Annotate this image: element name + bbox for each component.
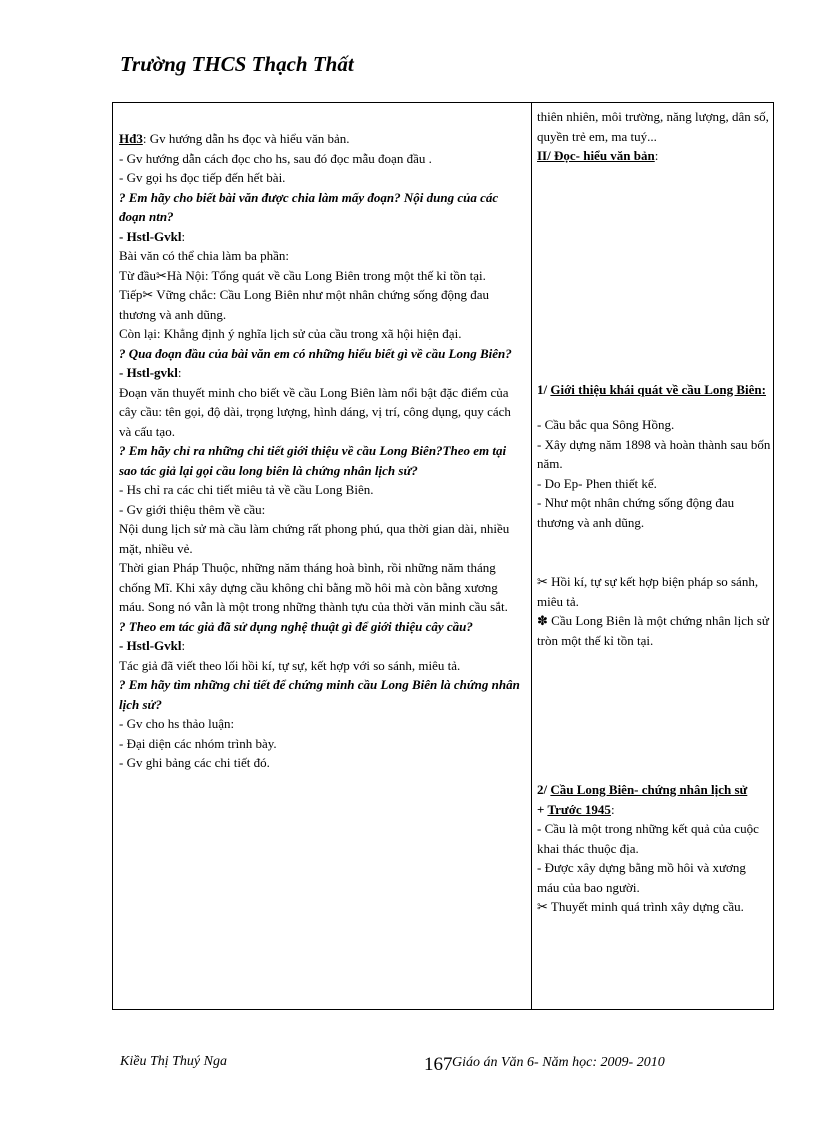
left-line: Bài văn có thể chia làm ba phần: xyxy=(119,248,290,263)
plus-sign: + xyxy=(537,801,548,817)
left-text: Từ đầu xyxy=(119,267,157,283)
before-1945-label: Trước 1945 xyxy=(547,801,611,817)
right-note: Cầu Long Biên là một chứng nhân lịch sử tròn một thế kỉ tồn tại. xyxy=(537,613,769,648)
left-line: - Gv cho hs thảo luận: xyxy=(119,716,235,731)
scissors-icon: ✂ xyxy=(537,899,548,914)
left-text: Hà Nội: Tổng quát về cầu Long Biên trong một thế kỉ tồn tại. xyxy=(166,267,486,283)
left-line: - Gv ghi bảng các chi tiết đó. xyxy=(119,755,270,770)
footer-title: Giáo án Văn 6- Năm học: 2009- 2010 xyxy=(452,1055,665,1070)
left-line: - Hs chỉ ra các chi tiết miêu tả về cầu Long Biên. xyxy=(119,482,374,497)
hd3-text: : Gv hướng dẫn hs đọc và hiểu văn bản. xyxy=(142,131,350,146)
flower-icon: ✽ xyxy=(537,613,548,628)
right-note: Thuyết minh quá trình xây dựng cầu. xyxy=(550,899,744,914)
question-3: ? Em hãy chỉ ra những chi tiết giới thiệu về cầu Long Biên?Theo em tại sao tác giả lại gọi cầu long biên là chứng nhân lịch sử? xyxy=(119,443,507,478)
left-paragraph: Tác giả đã viết theo lối hồi kí, tự sự, kết hợp với so sánh, miêu tả. xyxy=(119,657,461,673)
colon: : xyxy=(181,638,186,653)
left-line: - Gv gọi hs đọc tiếp đến hết bài. xyxy=(119,170,286,185)
section-2-1-title: Giới thiệu khái quát về cầu Long Biên: xyxy=(550,381,766,397)
scissors-icon: ✂ xyxy=(142,287,154,302)
colon: : xyxy=(177,365,182,380)
left-line: Còn lại: Khẳng định ý nghĩa lịch sử của cầu trong xã hội hiện đại. xyxy=(119,326,462,341)
left-text: Vững chắc: Cầu Long Biên như một nhân chứng sống động đau thương và anh dũng. xyxy=(119,287,490,322)
footer-author: Kiều Thị Thuý Nga xyxy=(120,1054,227,1069)
right-bullet: - Được xây dựng bằng mồ hôi và xương máu của bao người. xyxy=(537,860,746,895)
answer-label: - Hstl-gvkl xyxy=(119,365,178,380)
right-bullet: - Như một nhân chứng sống động đau thương và anh dũng. xyxy=(537,495,735,530)
section-2-2-title: Cầu Long Biên- chứng nhân lịch sử xyxy=(550,782,748,797)
left-paragraph: Đoạn văn thuyết minh cho biết về cầu Long Biên làm nổi bật đặc điểm của cây cầu: tên gọi, độ dài, trọng lượng, hình dáng, vị trí, công dụng, quy cách và cấu tạo. xyxy=(119,384,511,439)
right-bullet: - Do Ep- Phen thiết kế. xyxy=(537,475,657,491)
page-number: 167 xyxy=(424,1054,453,1075)
right-line: thiên nhiên, môi trường, năng lượng, dân số, quyền trẻ em, ma tuý... xyxy=(537,109,769,144)
question-1: ? Em hãy cho biết bài văn được chia làm mấy đoạn? Nội dung của các đoạn ntn? xyxy=(119,189,499,224)
left-line: - Gv giới thiệu thêm về cầu: xyxy=(119,501,266,517)
answer-label: - Hstl-Gvkl xyxy=(119,638,182,653)
right-bullet: - Xây dựng năm 1898 và hoàn thành sau bốn năm. xyxy=(537,436,771,471)
right-note: Hồi kí, tự sự kết hợp biện pháp so sánh, miêu tả. xyxy=(537,574,759,609)
left-text: Tiếp xyxy=(119,287,143,302)
column-divider xyxy=(531,103,532,1009)
left-paragraph: Nội dung lịch sử mà cầu làm chứng rất phong phú, qua thời gian dài, nhiều mặt, nhiều vẻ. xyxy=(119,521,510,556)
colon: : xyxy=(654,148,659,163)
section-number: 1/ xyxy=(537,381,551,397)
question-4: ? Theo em tác giả đã sử dụng nghệ thuật gì để giới thiệu cây cầu? xyxy=(119,618,473,634)
lesson-table xyxy=(112,102,774,1010)
left-paragraph: Thời gian Pháp Thuộc, những năm tháng hoà bình, rồi những năm tháng chống Mĩ. Khi xây dựng cầu không chỉ bằng mồ hôi mà còn bằng xương máu. Song nó vẫn là một trong những thành tựu của thời văn minh cầu sắt. xyxy=(119,560,508,614)
left-column xyxy=(119,129,525,773)
section-2-title: II/ Đọc- hiểu văn bản xyxy=(537,148,655,163)
right-column xyxy=(537,107,771,917)
section-number: 2/ xyxy=(537,782,551,797)
school-header: Trường THCS Thạch Thất xyxy=(120,52,354,76)
scissors-icon: ✂ xyxy=(537,574,548,589)
hd3-label: Hđ3 xyxy=(119,131,143,146)
answer-label: - Hstl-Gvkl xyxy=(119,228,182,244)
question-2: ? Qua đoạn đầu của bài văn em có những hiểu biết gì về cầu Long Biên? xyxy=(119,345,512,361)
question-5: ? Em hãy tìm những chi tiết để chứng minh cầu Long Biên là chứng nhân lịch sử? xyxy=(119,677,520,712)
scissors-icon: ✂ xyxy=(156,267,167,283)
colon: : xyxy=(610,801,615,817)
right-bullet: - Cầu là một trong những kết quả của cuộc khai thác thuộc địa. xyxy=(537,821,759,856)
colon: : xyxy=(181,228,186,244)
left-line: - Đại diện các nhóm trình bày. xyxy=(119,735,277,751)
right-bullet: - Cầu bắc qua Sông Hồng. xyxy=(537,417,675,432)
left-line: - Gv hướng dẫn cách đọc cho hs, sau đó đọc mẫu đoạn đầu . xyxy=(119,150,432,166)
